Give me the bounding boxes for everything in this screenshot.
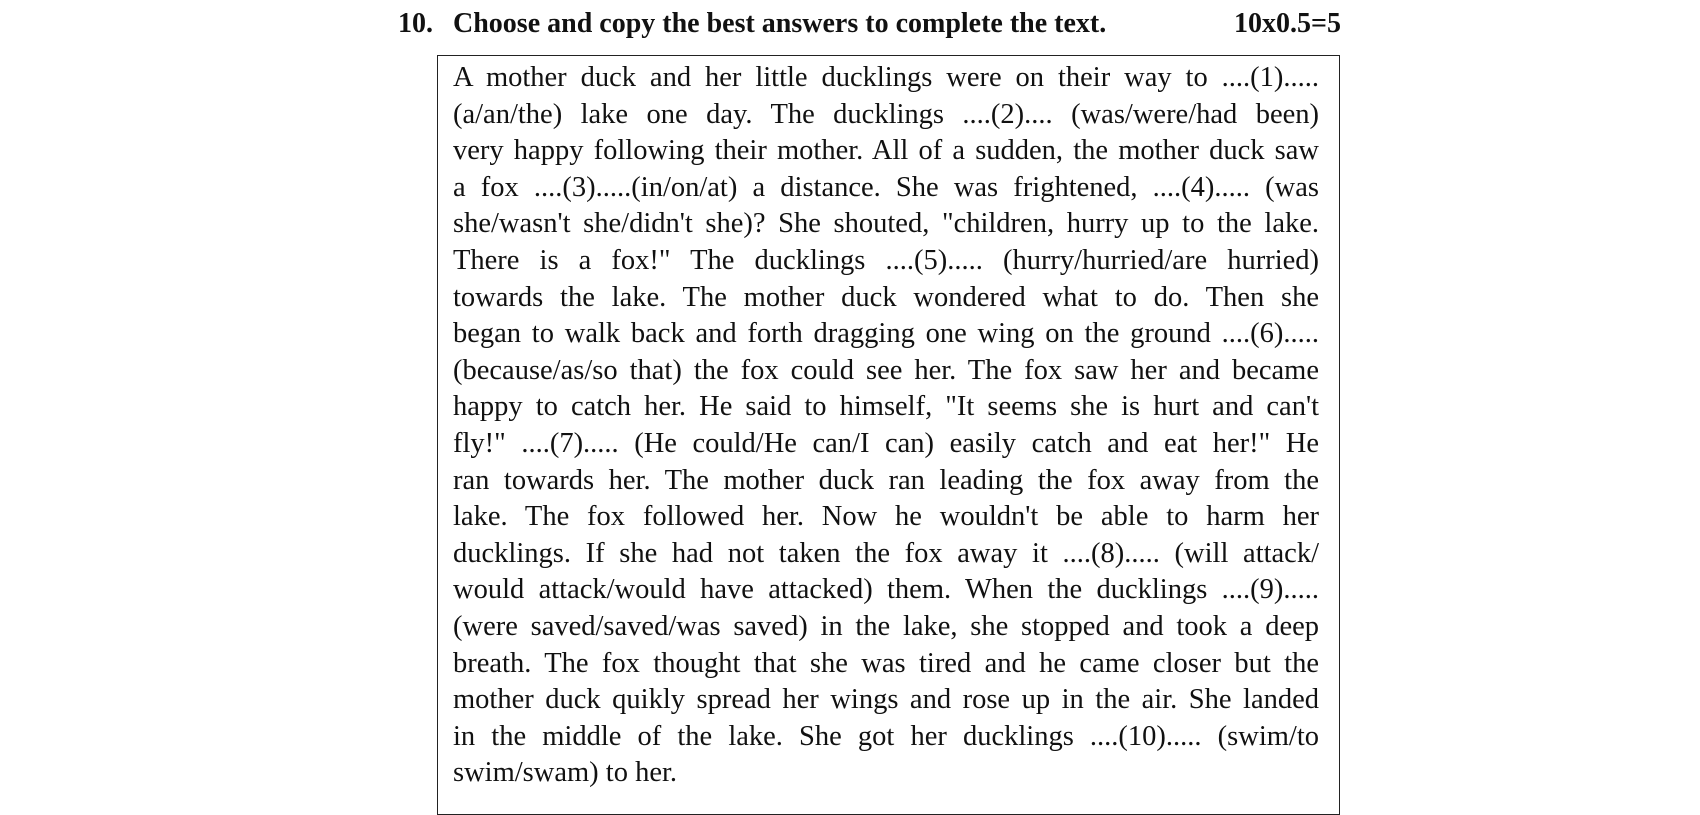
passage-line: (because/as/so that) the fox could see her. The fox saw her and became [453, 354, 1319, 386]
passage-line: ran towards her. The mother duck ran leading the fox away from the [453, 464, 1319, 496]
passage-line: mother duck quikly spread her wings and rose up in the air. She landed [453, 684, 1319, 716]
passage-line: began to walk back and forth dragging one wing on the ground ....(6)..... [453, 318, 1319, 350]
passage-line: happy to catch her. He said to himself, "It seems she is hurt and can't [453, 391, 1319, 423]
passage-line: a fox ....(3).....(in/on/at) a distance. She was frightened, ....(4)..... (was [453, 171, 1319, 203]
passage-line: fly!" ....(7)..... (He could/He can/I can) easily catch and eat her!" He [453, 427, 1319, 459]
passage-line: lake. The fox followed her. Now he wouldn't be able to harm her [453, 501, 1319, 533]
passage-box [437, 55, 1340, 815]
question-header [398, 8, 1341, 46]
passage-line: There is a fox!" The ducklings ....(5)..... (hurry/hurried/are hurried) [453, 244, 1319, 276]
passage-line: would attack/would have attacked) them. When the ducklings ....(9)..... [453, 574, 1319, 606]
passage-line: ducklings. If she had not taken the fox away it ....(8)..... (will attack/ [453, 537, 1319, 569]
question-instruction: Choose and copy the best answers to complete the text. [453, 8, 1107, 39]
passage-line: (a/an/the) lake one day. The ducklings ....(2).... (was/were/had been) [453, 98, 1319, 130]
passage-line: in the middle of the lake. She got her ducklings ....(10)..... (swim/to [453, 720, 1319, 752]
marks-allocation: 10x0.5=5 [1234, 8, 1341, 39]
passage-line: she/wasn't she/didn't she)? She shouted, "children, hurry up to the lake. [453, 208, 1319, 240]
passage-line: (were saved/saved/was saved) in the lake, she stopped and took a deep [453, 610, 1319, 642]
question-number: 10. [398, 8, 433, 39]
passage-line: very happy following their mother. All of a sudden, the mother duck saw [453, 135, 1319, 167]
passage-line: towards the lake. The mother duck wondered what to do. Then she [453, 281, 1319, 313]
passage-line: A mother duck and her little ducklings were on their way to ....(1)..... [453, 62, 1319, 93]
passage-line: swim/swam) to her. [453, 757, 678, 789]
passage-line: breath. The fox thought that she was tired and he came closer but the [453, 647, 1319, 679]
